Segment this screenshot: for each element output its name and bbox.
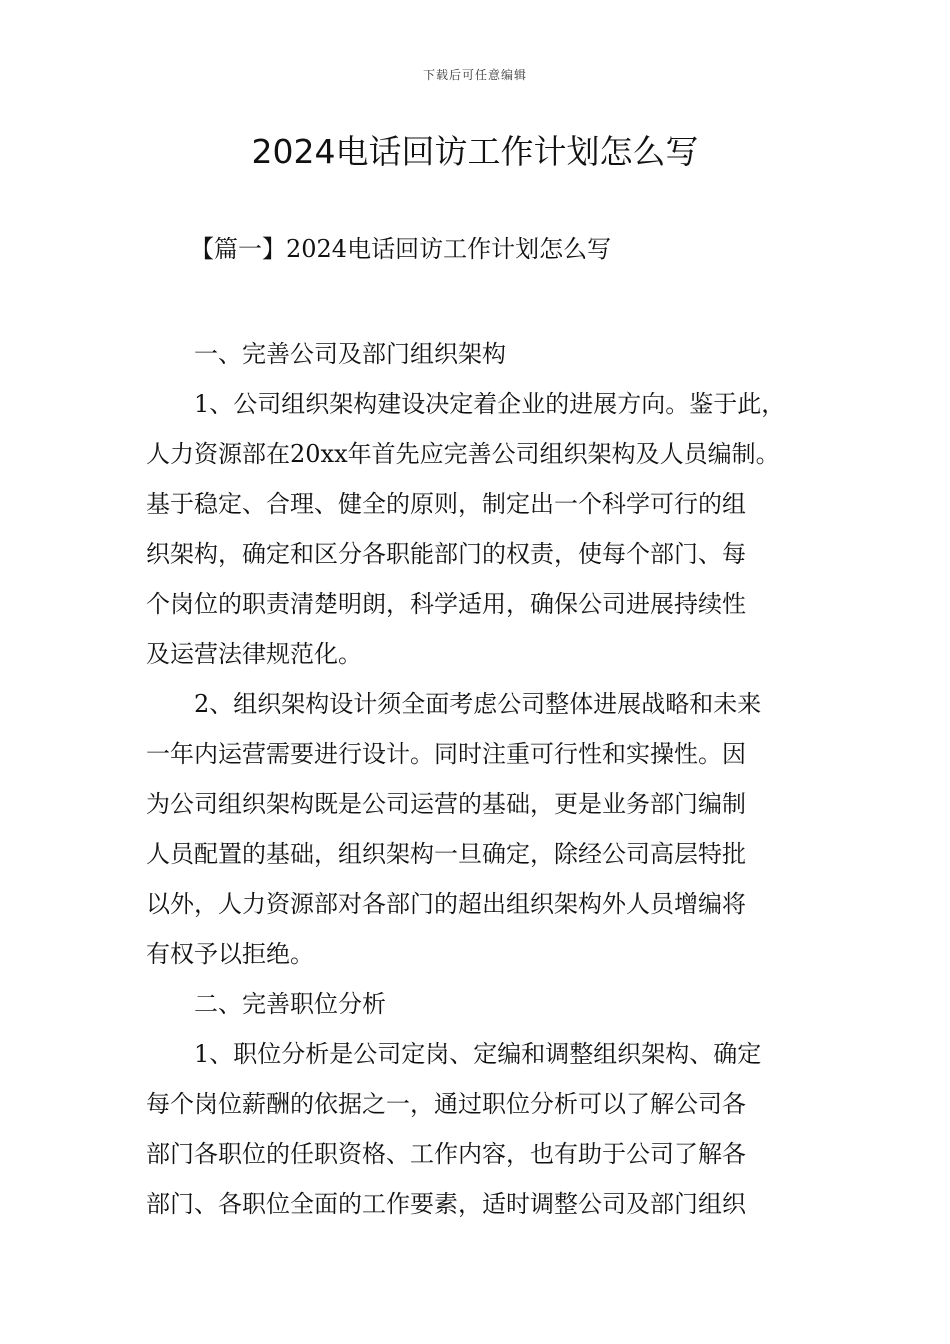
paragraph-line: 为公司组织架构既是公司运营的基础，更是业务部门编制 — [146, 790, 746, 818]
paragraph-line: 以外，人力资源部对各部门的超出组织架构外人员增编将 — [146, 890, 746, 918]
paragraph-line: 每个岗位薪酬的依据之一，通过职位分析可以了解公司各 — [146, 1090, 746, 1118]
paragraph — [146, 1029, 826, 1229]
paragraph — [146, 379, 826, 679]
paragraph-line: 织架构，确定和区分各职能部门的权责，使每个部门、每 — [146, 540, 746, 568]
document-title: 2024电话回访工作计划怎么写 — [251, 132, 699, 171]
paragraph-line: 个岗位的职责清楚明朗，科学适用，确保公司进展持续性 — [146, 590, 746, 618]
paragraph-line: 人员配置的基础，组织架构一旦确定，除经公司高层特批 — [146, 840, 746, 868]
paragraph-line: 二、完善职位分析 — [194, 990, 386, 1018]
paragraph — [146, 979, 826, 1029]
paragraph-line: 基于稳定、合理、健全的原则，制定出一个科学可行的组 — [146, 490, 746, 518]
paragraph-line: 2、组织架构设计须全面考虑公司整体进展战略和未来 — [194, 690, 762, 718]
paragraph-line: 1、公司组织架构建设决定着企业的进展方向。鉴于此， — [194, 390, 786, 418]
paragraph-line: 部门各职位的任职资格、工作内容，也有助于公司了解各 — [146, 1140, 746, 1168]
paragraph-line: 人力资源部在20xx年首先应完善公司组织架构及人员编制。 — [146, 440, 780, 468]
paragraph-line: 一年内运营需要进行设计。同时注重可行性和实操性。因 — [146, 740, 746, 768]
paragraph-line: 1、职位分析是公司定岗、定编和调整组织架构、确定 — [194, 1040, 762, 1068]
paragraph — [146, 329, 826, 379]
paragraph-line: 有权予以拒绝。 — [146, 940, 314, 968]
document-body — [146, 329, 826, 1229]
paragraph — [146, 679, 826, 979]
header-note: 下载后可任意编辑 — [422, 68, 527, 82]
paragraph-line: 及运营法律规范化。 — [146, 640, 362, 668]
section-heading: 【篇一】2024电话回访工作计划怎么写 — [190, 235, 612, 263]
paragraph-line: 一、完善公司及部门组织架构 — [194, 340, 506, 368]
paragraph-line: 部门、各职位全面的工作要素，适时调整公司及部门组织 — [146, 1190, 746, 1218]
